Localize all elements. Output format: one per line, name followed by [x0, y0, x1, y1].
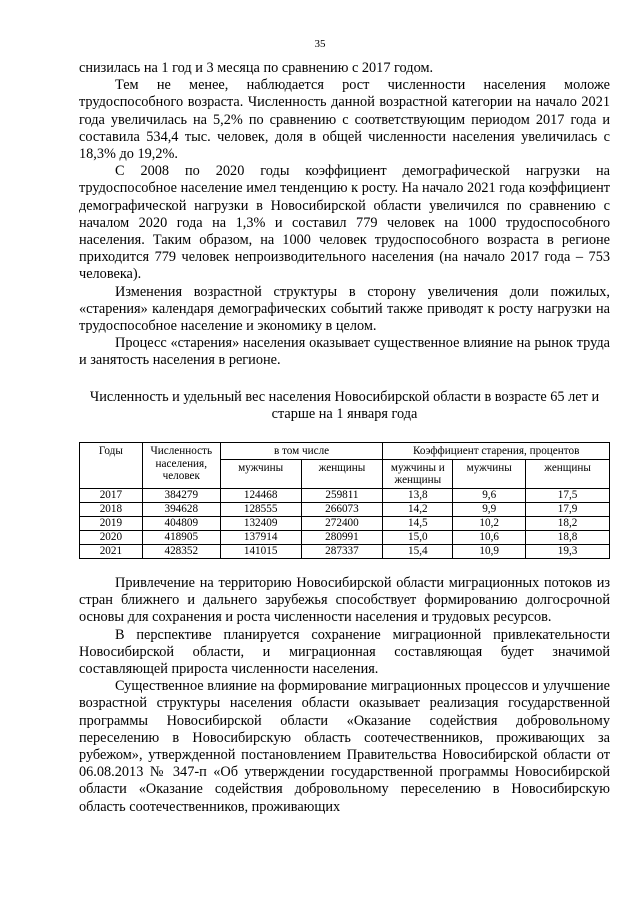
paragraph: Процесс «старения» населения оказывает существенное влияние на рынок труда и занятость населения в регионе.: [79, 335, 610, 369]
population-table: [79, 442, 610, 559]
cell-coef-men: 10,9: [453, 544, 526, 558]
paragraph: С 2008 по 2020 годы коэффициент демографической нагрузки на трудоспособное население имел тенденцию к росту. На начало 2021 года коэффициент демографической нагрузки в Новосибирской области увеличился по сравнению с началом 2020 года на 1,3% и составил 779 человек на 1000 трудоспособного населения. Таким образом, на 1000 человек трудоспособного возраста в регионе приходится 779 человек непроизводительного населения (на начало 2017 года – 753 человека).: [79, 163, 610, 283]
cell-year: 2019: [80, 516, 143, 530]
cell-coef-total: 13,8: [383, 488, 453, 502]
cell-women: 266073: [301, 502, 383, 516]
header-years: Годы: [80, 443, 143, 489]
header-women-coef: женщины: [526, 459, 610, 488]
table-row: [80, 544, 610, 558]
cell-coef-men: 9,6: [453, 488, 526, 502]
cell-population: 404809: [142, 516, 220, 530]
cell-year: 2021: [80, 544, 143, 558]
cell-coef-women: 17,5: [526, 488, 610, 502]
cell-population: 384279: [142, 488, 220, 502]
text-block-bottom: [79, 575, 610, 816]
cell-men: 137914: [220, 530, 301, 544]
header-population: Численность населения, человек: [142, 443, 220, 489]
cell-population: 394628: [142, 502, 220, 516]
cell-coef-men: 10,2: [453, 516, 526, 530]
cell-coef-men: 9,9: [453, 502, 526, 516]
cell-women: 259811: [301, 488, 383, 502]
cell-coef-women: 18,8: [526, 530, 610, 544]
table-row: [80, 516, 610, 530]
table-caption: Численность и удельный вес населения Новосибирской области в возрасте 65 лет и старше на 1 января года: [89, 389, 600, 423]
cell-men: 124468: [220, 488, 301, 502]
cell-women: 272400: [301, 516, 383, 530]
header-men-coef: мужчины: [453, 459, 526, 488]
cell-women: 287337: [301, 544, 383, 558]
cell-coef-men: 10,6: [453, 530, 526, 544]
cell-population: 418905: [142, 530, 220, 544]
cell-coef-women: 17,9: [526, 502, 610, 516]
header-men: мужчины: [220, 459, 301, 488]
cell-coef-total: 15,0: [383, 530, 453, 544]
cell-coef-women: 19,3: [526, 544, 610, 558]
cell-coef-total: 15,4: [383, 544, 453, 558]
page-number: 35: [314, 38, 326, 50]
header-aging-coefficient: Коэффициент старения, процентов: [383, 443, 610, 460]
paragraph: Привлечение на территорию Новосибирской области миграционных потоков из стран ближнего и дальнего зарубежья способствует формированию долгосрочной основы для сохранения и роста численности населения и трудовых ресурсов.: [79, 575, 610, 626]
paragraph: Тем не менее, наблюдается рост численности населения моложе трудоспособного возраста. Численность данной возрастной категории на начало 2021 года увеличилась на 5,2% по сравнению с соответствующим периодом 2017 года и составила 534,4 тыс. человек, доля в общей численности населения увеличилась с 18,3% до 19,2%.: [79, 77, 610, 163]
cell-men: 141015: [220, 544, 301, 558]
text-block-top: [79, 60, 610, 370]
paragraph: Существенное влияние на формирование миграционных процессов и улучшение возрастной структуры населения области оказывает реализация государственной программы Новосибирской области «Оказание содействия добровольному переселению в Новосибирскую область соотечественников, проживающих за рубежом», утвержденной постановлением Правительства Новосибирской области от 06.08.2013 № 347-п «Об утверждении государственной программы Новосибирской области «Оказание содействия добровольному переселению в Новосибирскую область соотечественников, проживающих: [79, 678, 610, 815]
paragraph: Изменения возрастной структуры в сторону увеличения доли пожилых, «старения» календаря демографических событий также приводят к росту нагрузки на трудоспособное население и экономику в целом.: [79, 283, 610, 335]
cell-women: 280991: [301, 530, 383, 544]
cell-men: 128555: [220, 502, 301, 516]
table-row: [80, 502, 610, 516]
cell-coef-total: 14,5: [383, 516, 453, 530]
paragraph: снизилась на 1 год и 3 месяца по сравнению с 2017 годом.: [79, 60, 434, 76]
cell-men: 132409: [220, 516, 301, 530]
cell-coef-total: 14,2: [383, 502, 453, 516]
cell-population: 428352: [142, 544, 220, 558]
cell-coef-women: 18,2: [526, 516, 610, 530]
cell-year: 2020: [80, 530, 143, 544]
cell-year: 2017: [80, 488, 143, 502]
table-row: [80, 488, 610, 502]
table-row: [80, 530, 610, 544]
cell-year: 2018: [80, 502, 143, 516]
header-men-and-women: мужчины и женщины: [383, 459, 453, 488]
header-women: женщины: [301, 459, 383, 488]
paragraph: В перспективе планируется сохранение миграционной привлекательности Новосибирской области, и миграционная составляющая будет значимой составляющей прироста численности населения.: [79, 626, 610, 678]
header-including: в том числе: [220, 443, 383, 460]
